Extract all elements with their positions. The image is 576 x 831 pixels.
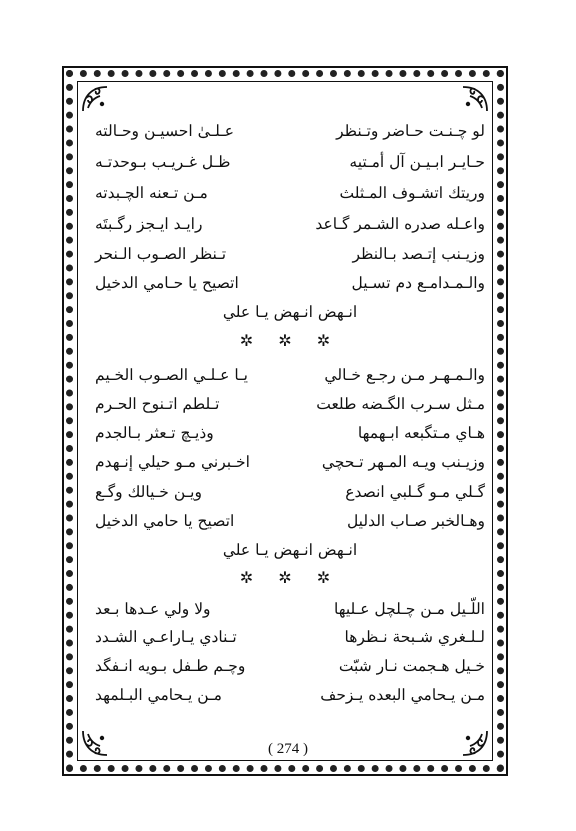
verse-second-hemistich: تـنادي يـاراعـي الشـدد [95,628,237,646]
verse-line [95,600,485,626]
verse-first-hemistich: لـلـغري شـبحة نـظرها [344,628,485,646]
verse-line [95,122,485,148]
verse-first-hemistich: گـلي مـو گـلبي انصدع [345,483,485,501]
verse-line [95,686,485,712]
verse-line [95,657,485,683]
verse-first-hemistich: والـمـهـر مـن رجـع خـالي [324,366,485,384]
refrain-line: انـهض انـهض يـا علي [222,303,358,321]
verse-second-hemistich: مـن تـعنه الچـبدته [95,184,208,202]
verse-line [95,184,485,210]
verse-first-hemistich: مـثل سـرب الگـضه طلعت [316,395,485,413]
verse-second-hemistich: ولا ولي عـدها بـعد [95,600,211,618]
verse-first-hemistich: والـمـدامـع دم تسـيل [351,274,485,292]
verse-first-hemistich: خـيل هـجمت نـار شبّت [338,657,485,675]
verse-second-hemistich: تـنظر الصـوب الـنحر [95,245,227,263]
verse-second-hemistich: عـلـىٰ احسيـن وحـالته [95,122,235,140]
verse-line [95,245,485,271]
verse-second-hemistich: ظـل غـريـب بـوحدتـه [95,153,231,171]
verse-second-hemistich: يـا عـلـي الصـوب الخـيم [95,366,248,384]
verse-second-hemistich: اتصيح يا حـامي الدخيل [95,274,239,292]
verse-line [95,366,485,392]
verse-line [95,453,485,479]
verse-second-hemistich: اتصيح يا حامي الدخيل [95,512,235,530]
verse-first-hemistich: لو چـنـت حـاضر وتـنظر [336,122,485,140]
verse-second-hemistich: تـلطم اتـنوح الحـرم [95,395,220,413]
verse-first-hemistich: هـاي مـتگبعه ابـهمها [357,424,485,442]
page-number: ( 274 ) [268,741,308,757]
verse-line [95,215,485,241]
verse-line [95,395,485,421]
verse-line [95,628,485,654]
stars-separator-icon: ✲ ✲ ✲ [239,331,341,350]
refrain-line: انـهض انـهض يـا علي [222,541,358,559]
verse-first-hemistich: اللّـيل مـن چـلچل عـليها [333,600,485,618]
verse-line [95,274,485,300]
verse-line [95,153,485,179]
verse-line [95,424,485,450]
verse-line [95,483,485,509]
verse-first-hemistich: واعـله صدره الشـمر گـاعد [315,215,485,233]
verse-second-hemistich: رايـد ايـجز رگـبتَه [95,215,203,233]
stars-separator-icon: ✲ ✲ ✲ [239,568,341,587]
verse-second-hemistich: ويـن خـيالك وگـع [95,483,202,501]
verse-first-hemistich: وريتك اتشـوف المـثلث [339,184,485,202]
verse-line [95,512,485,538]
corner-ornament-icon [80,84,110,114]
verse-first-hemistich: وهـالخبر صـاب الدليل [346,512,485,530]
verse-first-hemistich: حـايـر ابـيـن آل أمـتيه [349,153,485,171]
corner-ornament-icon [460,84,490,114]
verse-first-hemistich: مـن يـحامي البعده يـزحف [320,686,485,704]
verse-second-hemistich: اخـبرني مـو حيلي إنـهدم [95,453,250,471]
verse-second-hemistich: وذيـچ تـعثر بـالجدم [95,424,214,442]
verse-second-hemistich: مـن يـحامي البـلمهد [95,686,222,704]
verse-second-hemistich: وچـم طـفل بـويه انـفگد [95,657,246,675]
verse-first-hemistich: وزيـنب إتـصد بـالنظر [352,245,485,263]
verse-first-hemistich: وزيـنب ويـه المـهر تـحچي [321,453,485,471]
